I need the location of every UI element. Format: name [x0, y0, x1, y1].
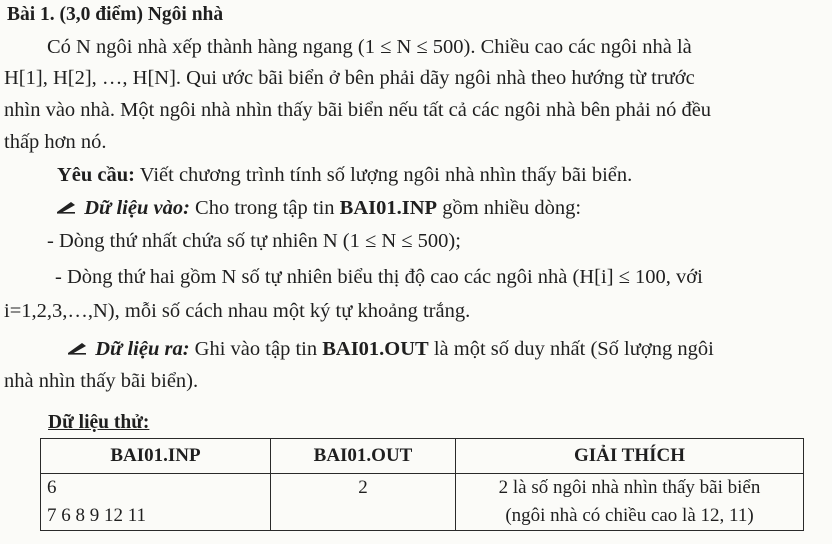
cell-explain — [456, 474, 804, 531]
input-text-after: gồm nhiều dòng: — [437, 197, 582, 219]
paragraph-line-3: nhìn vào nhà. Một ngôi nhà nhìn thấy bãi biển nếu tất cả các ngôi nhà bên phải nó đều — [4, 99, 712, 121]
requirement-line — [57, 162, 632, 188]
header-explain: GIẢI THÍCH — [456, 439, 804, 474]
output-heading-line — [67, 336, 714, 363]
header-out: BAI01.OUT — [271, 439, 456, 474]
input-label: Dữ liệu vào: — [84, 197, 190, 219]
input-heading-line — [56, 195, 581, 222]
output-text-after: là một số duy nhất (Số lượng ngôi — [428, 338, 714, 360]
test-data-heading: Dữ liệu thử: — [48, 412, 150, 433]
requirement-text: Viết chương trình tính số lượng ngôi nhà nhìn thấy bãi biển. — [135, 164, 633, 186]
input-text-before: Cho trong tập tin — [189, 197, 340, 219]
output-text-before: Ghi vào tập tin — [189, 338, 323, 360]
table-row — [41, 474, 804, 531]
header-inp: BAI01.INP — [41, 439, 271, 474]
cell-inp — [41, 474, 271, 531]
inp-line-1: 6 — [47, 477, 57, 498]
paragraph-line-1: Có N ngôi nhà xếp thành hàng ngang (1 ≤ N ≤ 500). Chiều cao các ngôi nhà là — [47, 36, 692, 58]
sample-table — [40, 438, 804, 531]
cell-out: 2 — [271, 474, 456, 531]
pen-icon — [67, 340, 91, 359]
output-desc-line-2: nhà nhìn thấy bãi biển). — [4, 370, 199, 392]
paragraph-line-4: thấp hơn nó. — [4, 131, 107, 153]
paragraph-line-2: H[1], H[2], …, H[N]. Qui ước bãi biển ở bên phải dãy ngôi nhà theo hướng từ trước — [4, 67, 695, 89]
pen-icon — [56, 199, 80, 218]
input-desc-line-2: - Dòng thứ hai gồm N số tự nhiên biểu thị độ cao các ngôi nhà (H[i] ≤ 100, với — [55, 266, 703, 288]
explain-line-1: 2 là số ngôi nhà nhìn thấy bãi biển — [498, 477, 761, 498]
output-label: Dữ liệu ra: — [95, 338, 190, 360]
problem-title: Bài 1. (3,0 điểm) Ngôi nhà — [7, 4, 224, 25]
input-desc-line-3: i=1,2,3,…,N), mỗi số cách nhau một ký tự khoảng trắng. — [4, 300, 471, 322]
requirement-label: Yêu cầu: — [57, 164, 136, 186]
output-file-name: BAI01.OUT — [322, 338, 429, 360]
table-header-row — [41, 439, 804, 474]
input-file-name: BAI01.INP — [339, 197, 438, 219]
input-desc-line-1: - Dòng thứ nhất chứa số tự nhiên N (1 ≤ N ≤ 500); — [47, 230, 461, 252]
inp-line-2: 7 6 8 9 12 11 — [47, 505, 147, 526]
explain-line-2: (ngôi nhà có chiều cao là 12, 11) — [505, 505, 754, 526]
